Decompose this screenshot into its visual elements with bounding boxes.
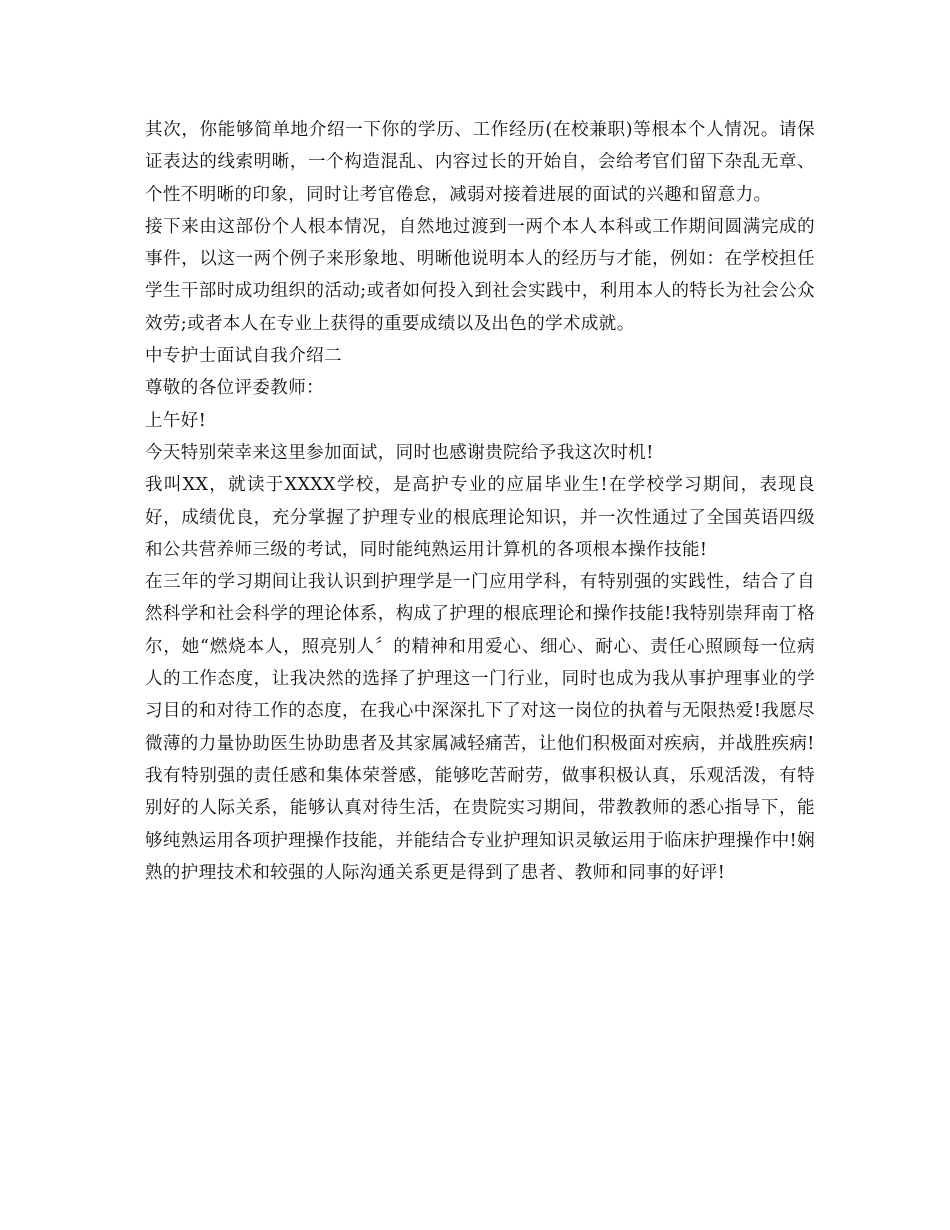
document-body	[145, 114, 815, 889]
paragraph-thanks: 今天特别荣幸来这里参加面试，同时也感谢贵院给予我这次时机!	[145, 442, 654, 463]
paragraph-personal-qualities: 我有特别强的责任感和集体荣誉感，能够吃苦耐劳，做事积极认真，乐观活泼，有特别好的人际关系，能够认真对待生活，在贵院实习期间，带教教师的悉心指导下，能够纯熟运用各项护理操作技能，并能结合专业护理知识灵敏运用于临床护理操作中!娴熟的护理技术和较强的人际沟通关系更是得到了患者、教师和同事的好评!	[145, 765, 815, 883]
greeting: 上午好!	[145, 410, 207, 431]
paragraph-self-introduction: 我叫XX，就读于XXXX学校，是高护专业的应届毕业生!在学校学习期间，表现良好，成绩优良，充分掌握了护理专业的根底理论知识，并一次性通过了全国英语四级和公共营养师三级的考试，同时能纯熟运用计算机的各项根本操作技能!	[145, 475, 815, 560]
paragraph-intro-background: 其次，你能够简单地介绍一下你的学历、工作经历(在校兼职)等根本个人情况。请保证表达的线索明晰，一个构造混乱、内容过长的开始自，会给考官们留下杂乱无章、个性不明晰的印象，同时让考官倦怠，减弱对接着进展的面试的兴趣和留意力。	[145, 120, 815, 205]
paragraph-experience-examples: 接下来由这部份个人根本情况，自然地过渡到一两个本人本科或工作期间圆满完成的事件，以这一两个例子来形象地、明晰他说明本人的经历与才能，例如：在学校担任学生干部时成功组织的活动;或者如何投入到社会实践中，利用本人的特长为社会公众效劳;或者本人在专业上获得的重要成绩以及出色的学术成就。	[145, 216, 815, 334]
salutation: 尊敬的各位评委教师：	[145, 378, 324, 399]
paragraph-study-motivation: 在三年的学习期间让我认识到护理学是一门应用学科，有特别强的实践性，结合了自然科学和社会科学的理论体系，构成了护理的根底理论和操作技能!我特别崇拜南丁格尔，她“燃烧本人，照亮别人〞的精神和用爱心、细心、耐心、责任心照顾每一位病人的工作态度，让我决然的选择了护理这一门行业，同时也成为我从事护理事业的学习目的和对待工作的态度，在我心中深深扎下了对这一岗位的执着与无限热爱!我愿尽微薄的力量协助医生协助患者及其家属减轻痛苦，让他们积极面对疾病，并战胜疾病!	[145, 572, 815, 754]
section-heading: 中专护士面试自我介绍二	[145, 346, 342, 367]
